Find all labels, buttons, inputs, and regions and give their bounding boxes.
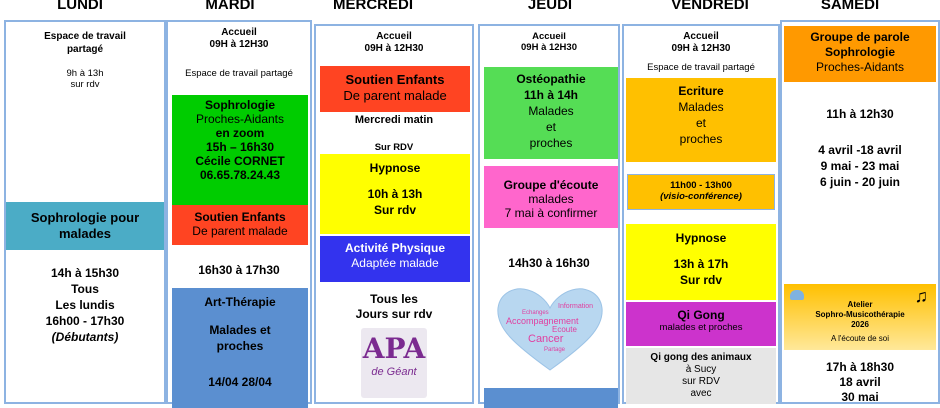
- soutien-sub: De parent malade: [192, 224, 288, 238]
- dates-line3: 6 juin - 20 juin: [819, 175, 900, 189]
- groupe-title1: Groupe de parole: [810, 30, 910, 44]
- mercredi-hypnose-block: [320, 154, 470, 234]
- qganimaux-l1: à Sucy: [685, 364, 717, 375]
- day-header-mercredi: MERCREDI: [332, 0, 413, 13]
- hypnose-rdv: Sur rdv: [373, 203, 416, 217]
- heart-word-partage: Partage: [544, 347, 566, 353]
- heart-word-information: Information: [558, 303, 594, 310]
- vendredi-visio-block: [627, 174, 775, 210]
- hypnose-title: Hypnose: [369, 161, 421, 175]
- qganimaux-title: Qi gong des animaux: [650, 352, 752, 363]
- cowork-title: Espace de travail partagé: [44, 31, 126, 55]
- accueil-label: Accueil: [221, 27, 257, 38]
- heart-shape: [498, 289, 602, 370]
- sophro-title: Sophrologie: [205, 98, 275, 112]
- accueil-hours: 09H à 12H30: [521, 42, 577, 53]
- soutien-title: Soutien Enfants: [345, 72, 445, 87]
- osteo-sub2: et: [545, 120, 556, 134]
- vendredi-ecriture-block: [626, 78, 776, 162]
- groupe-sub: Proches-Aidants: [815, 60, 905, 74]
- mercredi-accueil: [316, 31, 472, 55]
- osteo-time: 11h à 14h: [523, 88, 579, 102]
- visio-time: 11h00 - 13h00: [670, 180, 732, 191]
- mercredi-soutien-rdv: Sur RDV: [374, 142, 414, 153]
- sophro-time: 15h – 16h30: [205, 140, 275, 154]
- accueil-label: Accueil: [376, 31, 412, 42]
- art-sub1: Malades et: [209, 323, 271, 337]
- lundi-sophro-block: [6, 202, 164, 250]
- column-vendredi: [622, 24, 780, 404]
- sophro-name: Cécile CORNET: [195, 154, 285, 168]
- jeudi-ecoute-block: [484, 166, 618, 228]
- hypnose-rdv: Sur rdv: [679, 273, 722, 287]
- qganimaux-l3: avec: [690, 388, 712, 399]
- heart-word-echanges: Echanges: [522, 310, 549, 316]
- sophro-time: 14h à 15h30: [50, 266, 120, 280]
- ecriture-sub2: et: [695, 116, 706, 130]
- lundi-cowork: [6, 30, 164, 90]
- soutien-sub: De parent malade: [343, 88, 447, 103]
- apa-logo-small: de Géant: [371, 366, 417, 378]
- atelier-date2: 30 mai: [841, 390, 879, 404]
- soutien-title: Soutien Enfants: [194, 210, 286, 224]
- sophro-zoom: en zoom: [215, 126, 265, 140]
- sophro-phone: 06.65.78.24.43: [199, 168, 281, 182]
- hypnose-time: 10h à 13h: [367, 187, 423, 201]
- day-header-jeudi: JEUDI: [527, 0, 573, 13]
- accueil-label: Accueil: [683, 31, 719, 42]
- art-dates: 14/04 28/04: [208, 375, 272, 389]
- sophro-debutants: (Débutants): [51, 330, 119, 344]
- sophro-lundis: Les lundis: [55, 298, 115, 312]
- ecriture-sub3: proches: [679, 132, 723, 146]
- jeudi-osteo-block: [484, 67, 618, 159]
- sophro-title: Sophrologie pour malades: [30, 210, 140, 241]
- art-title: Art-Thérapie: [204, 295, 276, 309]
- sophro-sub: Proches-Aidants: [195, 112, 285, 126]
- osteo-sub3: proches: [529, 136, 573, 150]
- lundi-sophro-details: [6, 265, 164, 345]
- sophro-time2: 16h00 - 17h30: [45, 314, 125, 328]
- vendredi-cowork: Espace de travail partagé: [647, 62, 755, 73]
- atelier-line2: Sophro-Musicothérapie: [815, 310, 905, 319]
- osteo-title: Ostéopathie: [516, 72, 586, 86]
- sophro-tous: Tous: [71, 282, 99, 296]
- cowork-rdv: sur rdv: [70, 79, 100, 90]
- vendredi-qigong-block: [626, 302, 776, 346]
- ecoute-date: 7 mai à confirmer: [504, 206, 598, 220]
- mercredi-activite-block: [320, 236, 470, 282]
- mardi-art-block: [172, 288, 308, 408]
- heart-word-ecoute: Ecoute: [552, 325, 577, 334]
- samedi-dates: [782, 142, 938, 190]
- heart-word-cancer: Cancer: [528, 333, 564, 345]
- hypnose-title: Hypnose: [675, 231, 727, 245]
- mardi-accueil: [168, 27, 310, 51]
- samedi-atelier-block: [784, 284, 936, 350]
- activite-sub: Adaptée malade: [351, 256, 439, 270]
- qigong-title: Qi Gong: [677, 308, 725, 322]
- groupe-title2: Sophrologie: [825, 45, 895, 59]
- art-sub2: proches: [216, 339, 264, 353]
- day-header-mardi: MARDI: [205, 0, 255, 13]
- day-header-lundi: LUNDI: [57, 0, 103, 13]
- accueil-hours: 09H à 12H30: [364, 43, 424, 54]
- column-mercredi: [314, 24, 474, 404]
- mardi-soutien-block: [172, 205, 308, 245]
- accueil-hours: 09H à 12H30: [209, 39, 269, 50]
- atelier-time: 17h à 18h30: [825, 360, 895, 374]
- activite-title: Activité Physique: [344, 241, 446, 255]
- mardi-sophro-block: [172, 95, 308, 205]
- jeudi-ecoute-time: 14h30 à 16h30: [508, 256, 590, 270]
- mercredi-soutien-when: Mercredi matin: [354, 114, 434, 126]
- samedi-groupe-time: 11h à 12h30: [826, 107, 894, 121]
- atelier-logo-icon: [790, 290, 804, 300]
- mercredi-apa-text: [316, 292, 472, 322]
- cowork-hours: 9h à 13h: [66, 68, 104, 79]
- vendredi-accueil: [624, 31, 778, 55]
- apa-logo: [361, 328, 427, 398]
- column-jeudi: [478, 24, 620, 404]
- visio-label: (visio-conférence): [660, 191, 742, 202]
- atelier-line1: Atelier: [847, 300, 873, 309]
- ecriture-title: Ecriture: [678, 84, 724, 98]
- music-note-icon: ♫: [914, 286, 928, 306]
- jeudi-accueil: [480, 31, 618, 53]
- apa-line2: Jours sur rdv: [355, 307, 433, 321]
- ecriture-sub1: Malades: [678, 100, 724, 114]
- vendredi-qganimaux-block: [626, 348, 776, 404]
- jeudi-bottom-block: [484, 388, 618, 408]
- apa-line1: Tous les: [370, 292, 418, 306]
- accueil-label: Accueil: [532, 31, 566, 42]
- qganimaux-l2: sur RDV: [682, 376, 720, 387]
- ecoute-title: Groupe d'écoute: [503, 178, 599, 192]
- column-mardi: [166, 20, 312, 404]
- atelier-line4: A l'écoute de soi: [830, 334, 889, 343]
- column-samedi: [780, 20, 940, 404]
- heart-word-accompagnement: Accompagnement: [506, 316, 579, 326]
- heart-logo: [494, 284, 606, 374]
- vendredi-hypnose-block: [626, 224, 776, 300]
- atelier-date1: 18 avril: [839, 375, 881, 389]
- atelier-line3: 2026: [851, 320, 869, 329]
- mercredi-soutien-block: [320, 66, 470, 112]
- column-lundi: [4, 20, 166, 404]
- dates-line1: 4 avril -18 avril: [818, 143, 902, 157]
- apa-logo-big: APA: [362, 332, 426, 365]
- qigong-sub: malades et proches: [659, 322, 743, 333]
- samedi-groupe-block: [784, 26, 936, 82]
- ecoute-sub: malades: [528, 192, 574, 206]
- osteo-sub1: Malades: [528, 104, 574, 118]
- mardi-cowork: Espace de travail partagé: [185, 68, 293, 79]
- hypnose-time: 13h à 17h: [673, 257, 729, 271]
- dates-line2: 9 mai - 23 mai: [820, 159, 900, 173]
- mardi-soutien-time: 16h30 à 17h30: [198, 263, 280, 277]
- day-header-samedi: SAMEDI: [820, 0, 880, 13]
- accueil-hours: 09H à 12H30: [671, 43, 731, 54]
- day-header-vendredi: VENDREDI: [671, 0, 749, 13]
- samedi-atelier-details: [782, 360, 938, 405]
